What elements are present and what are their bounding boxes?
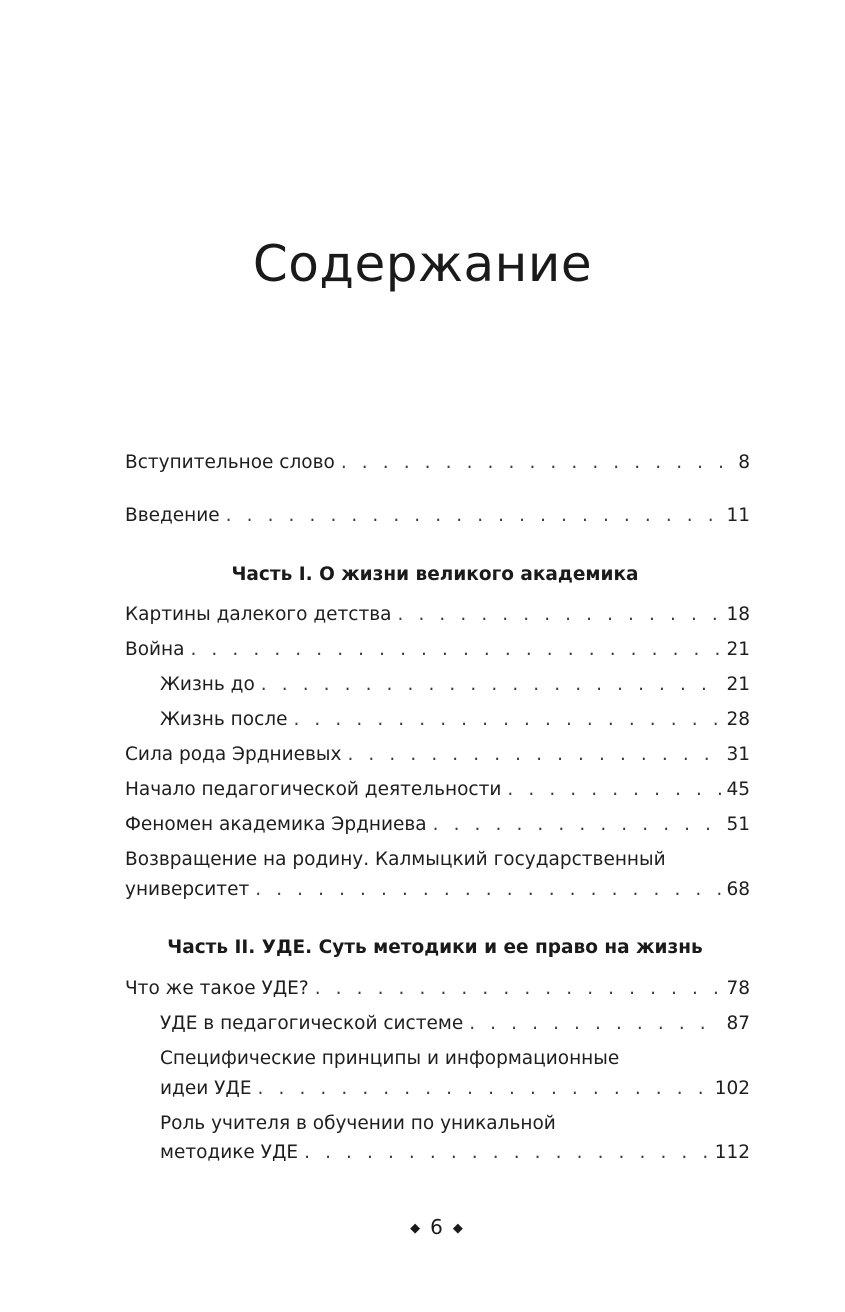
toc-leader-dots <box>433 812 723 838</box>
page-title: Содержание <box>252 235 593 293</box>
toc-entry-label: Жизнь после <box>160 709 288 730</box>
toc-entry-label: Вступительное слово <box>125 452 335 473</box>
toc-leader-dots <box>226 503 723 529</box>
part-heading: Часть I. О жизни великого академика <box>231 564 639 585</box>
toc-leader-dots <box>255 877 722 903</box>
toc-entry-label: университет <box>125 879 250 900</box>
toc-entry[interactable] <box>125 877 750 903</box>
toc-entry-label: Что же такое УДЕ? <box>125 978 309 999</box>
toc-page-number: 21 <box>726 639 750 660</box>
toc-page-number: 51 <box>726 814 750 835</box>
toc-page-number: 8 <box>738 452 750 473</box>
toc-entry[interactable] <box>125 450 750 476</box>
toc-leader-dots <box>347 742 722 768</box>
toc-entry-label: Война <box>125 639 185 660</box>
toc-subentry[interactable] <box>160 1140 750 1166</box>
toc-entry[interactable] <box>125 976 750 1002</box>
toc-page-number: 78 <box>726 978 750 999</box>
toc-entry-label: УДЕ в педагогической системе <box>160 1013 464 1034</box>
part-heading: Часть II. УДЕ. Суть методики и ее право на жизнь <box>167 937 703 958</box>
toc-page-number: 68 <box>726 879 750 900</box>
toc-entry-label-line1[interactable]: Возвращение на родину. Калмыцкий государственный <box>125 849 666 870</box>
page-footer <box>0 1212 845 1244</box>
toc-subentry[interactable] <box>160 672 750 698</box>
toc-page-number: 11 <box>726 505 750 526</box>
toc-leader-dots <box>293 707 722 733</box>
toc-entry-label: методике УДЕ <box>160 1142 299 1163</box>
toc-entry-label: идеи УДЕ <box>160 1078 252 1099</box>
toc-subentry[interactable] <box>160 1011 750 1037</box>
toc-leader-dots <box>397 602 722 628</box>
toc-leader-dots <box>190 637 722 663</box>
toc-page-number: 112 <box>714 1142 750 1163</box>
toc-entry-label: Сила рода Эрдниевых <box>125 744 342 765</box>
toc-leader-dots <box>469 1011 722 1037</box>
toc-leader-dots <box>261 672 723 698</box>
toc-page-number: 87 <box>726 1013 750 1034</box>
toc-entry-label: Введение <box>125 505 220 526</box>
toc-page-number: 31 <box>726 744 750 765</box>
toc-page-number: 28 <box>726 709 750 730</box>
toc-subentry[interactable] <box>160 707 750 733</box>
toc-entry-label: Жизнь до <box>160 674 255 695</box>
toc-page-number: 102 <box>714 1078 750 1099</box>
toc-leader-dots <box>258 1076 711 1102</box>
toc-page-number: 21 <box>726 674 750 695</box>
toc-leader-dots <box>341 450 734 476</box>
toc-leader-dots <box>315 976 723 1002</box>
toc-entry[interactable] <box>125 812 750 838</box>
toc-entry-label: Феномен академика Эрдниева <box>125 814 427 835</box>
toc-entry[interactable] <box>125 602 750 628</box>
toc-entry-label: Начало педагогической деятельности <box>125 779 502 800</box>
toc-entry-label-line1[interactable]: Специфические принципы и информационные <box>160 1048 620 1069</box>
toc-subentry[interactable] <box>160 1076 750 1102</box>
diamond-ornament-icon: ◆ <box>410 1221 421 1236</box>
toc-entry-label: Картины далекого детства <box>125 604 392 625</box>
toc-leader-dots <box>304 1140 711 1166</box>
toc-entry[interactable] <box>125 503 750 529</box>
page-number: 6 <box>430 1215 443 1239</box>
toc-entry-label-line1[interactable]: Роль учителя в обучении по уникальной <box>160 1113 556 1134</box>
toc-entry[interactable] <box>125 637 750 663</box>
diamond-ornament-icon: ◆ <box>452 1221 463 1236</box>
toc-page-number: 45 <box>726 779 750 800</box>
toc-entry[interactable] <box>125 777 750 803</box>
toc-entry[interactable] <box>125 742 750 768</box>
toc-page-number: 18 <box>726 604 750 625</box>
toc-leader-dots <box>507 777 722 803</box>
